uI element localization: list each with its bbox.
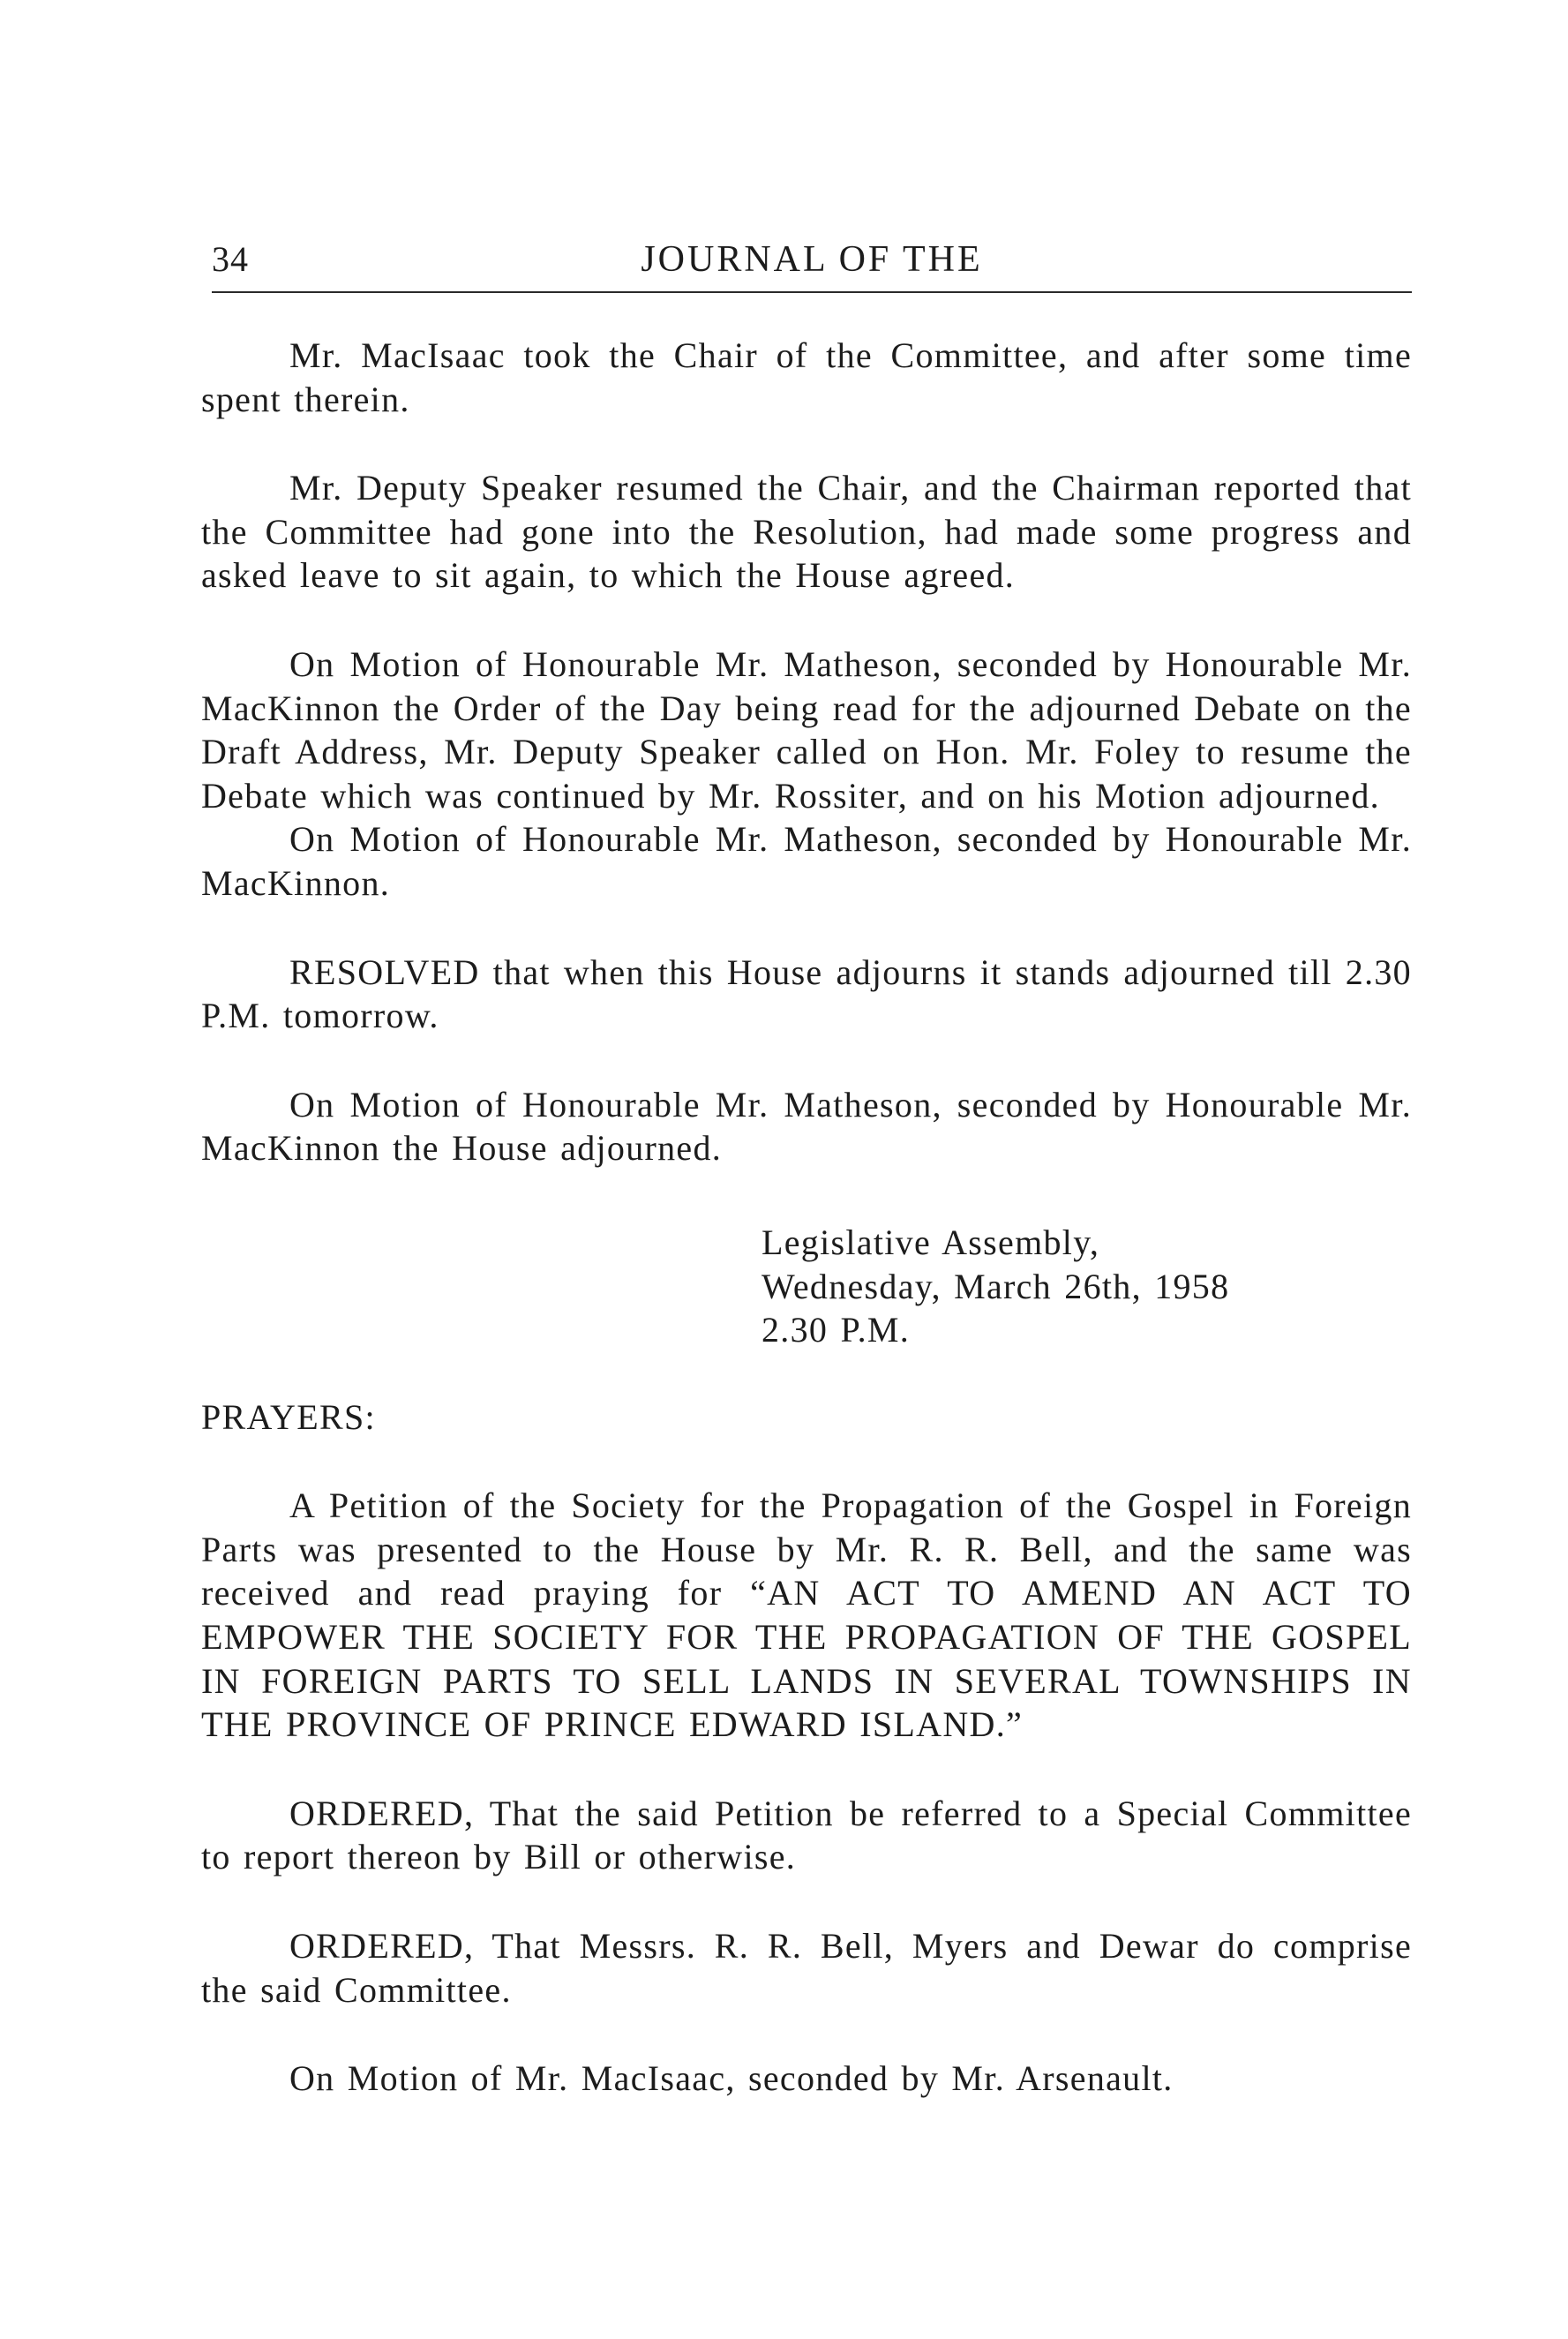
paragraph-motion: On Motion of Honourable Mr. Matheson, seconded by Honourable Mr. MacKinnon. [201,819,1412,903]
sitting-heading [761,1221,1412,1352]
paragraph-resolved: RESOLVED that when this House adjourns it stands adjourned till 2.30 P.M. tomorrow. [201,951,1412,1036]
header-rule [212,291,1412,293]
journal-body [201,334,1412,2101]
page-number: 34 [212,239,249,279]
sitting-time: 2.30 P.M. [761,1310,911,1350]
paragraph-speaker-resumed: Mr. Deputy Speaker resumed the Chair, and the Chairman reported that the Committee had gone into the Resolution, had made some progress and asked leave to sit again, to which the House agreed. [201,468,1412,596]
page-header [212,238,1412,291]
paragraph-draft-address-debate: On Motion of Honourable Mr. Matheson, seconded by Honourable Mr. MacKinnon the Order of the Day being read for the adjourned Debate on the Draft Address, Mr. Deputy Speaker called on Hon. Mr. Foley to resume the Debate which was continued by Mr. Rossiter, and on his Motion adjourned. [201,643,1412,816]
paragraph-petition: A Petition of the Society for the Propagation of the Gospel in Foreign Parts was presented to the House by Mr. R. R. Bell, and the same was received and read praying for “AN ACT TO AMEND AN ACT TO EMPOWER THE SOCIETY FOR THE PROPAGATION OF THE GOSPEL IN FOREIGN PARTS TO SELL LANDS IN SEVERAL TOWNSHIPS IN THE PROVINCE OF PRINCE EDWARD ISLAND.” [201,1485,1412,1745]
paragraph-house-adjourned: On Motion of Honourable Mr. Matheson, seconded by Honourable Mr. MacKinnon the House adjourned. [201,1084,1412,1169]
sitting-date: Wednesday, March 26th, 1958 [761,1266,1230,1306]
running-title: JOURNAL OF THE [641,239,983,280]
paragraph-final-motion: On Motion of Mr. MacIsaac, seconded by Mr. Arsenault. [289,2058,1174,2099]
prayers-label: PRAYERS: [201,1396,376,1437]
sitting-assembly: Legislative Assembly, [761,1222,1100,1262]
paragraph-ordered-referred: ORDERED, That the said Petition be referred to a Special Committee to report thereon by Bill or otherwise. [201,1793,1412,1877]
paragraph-committee-chair: Mr. MacIsaac took the Chair of the Committee, and after some time spent therein. [201,335,1412,419]
paragraph-ordered-committee: ORDERED, That Messrs. R. R. Bell, Myers and Dewar do comprise the said Committee. [201,1926,1412,2010]
